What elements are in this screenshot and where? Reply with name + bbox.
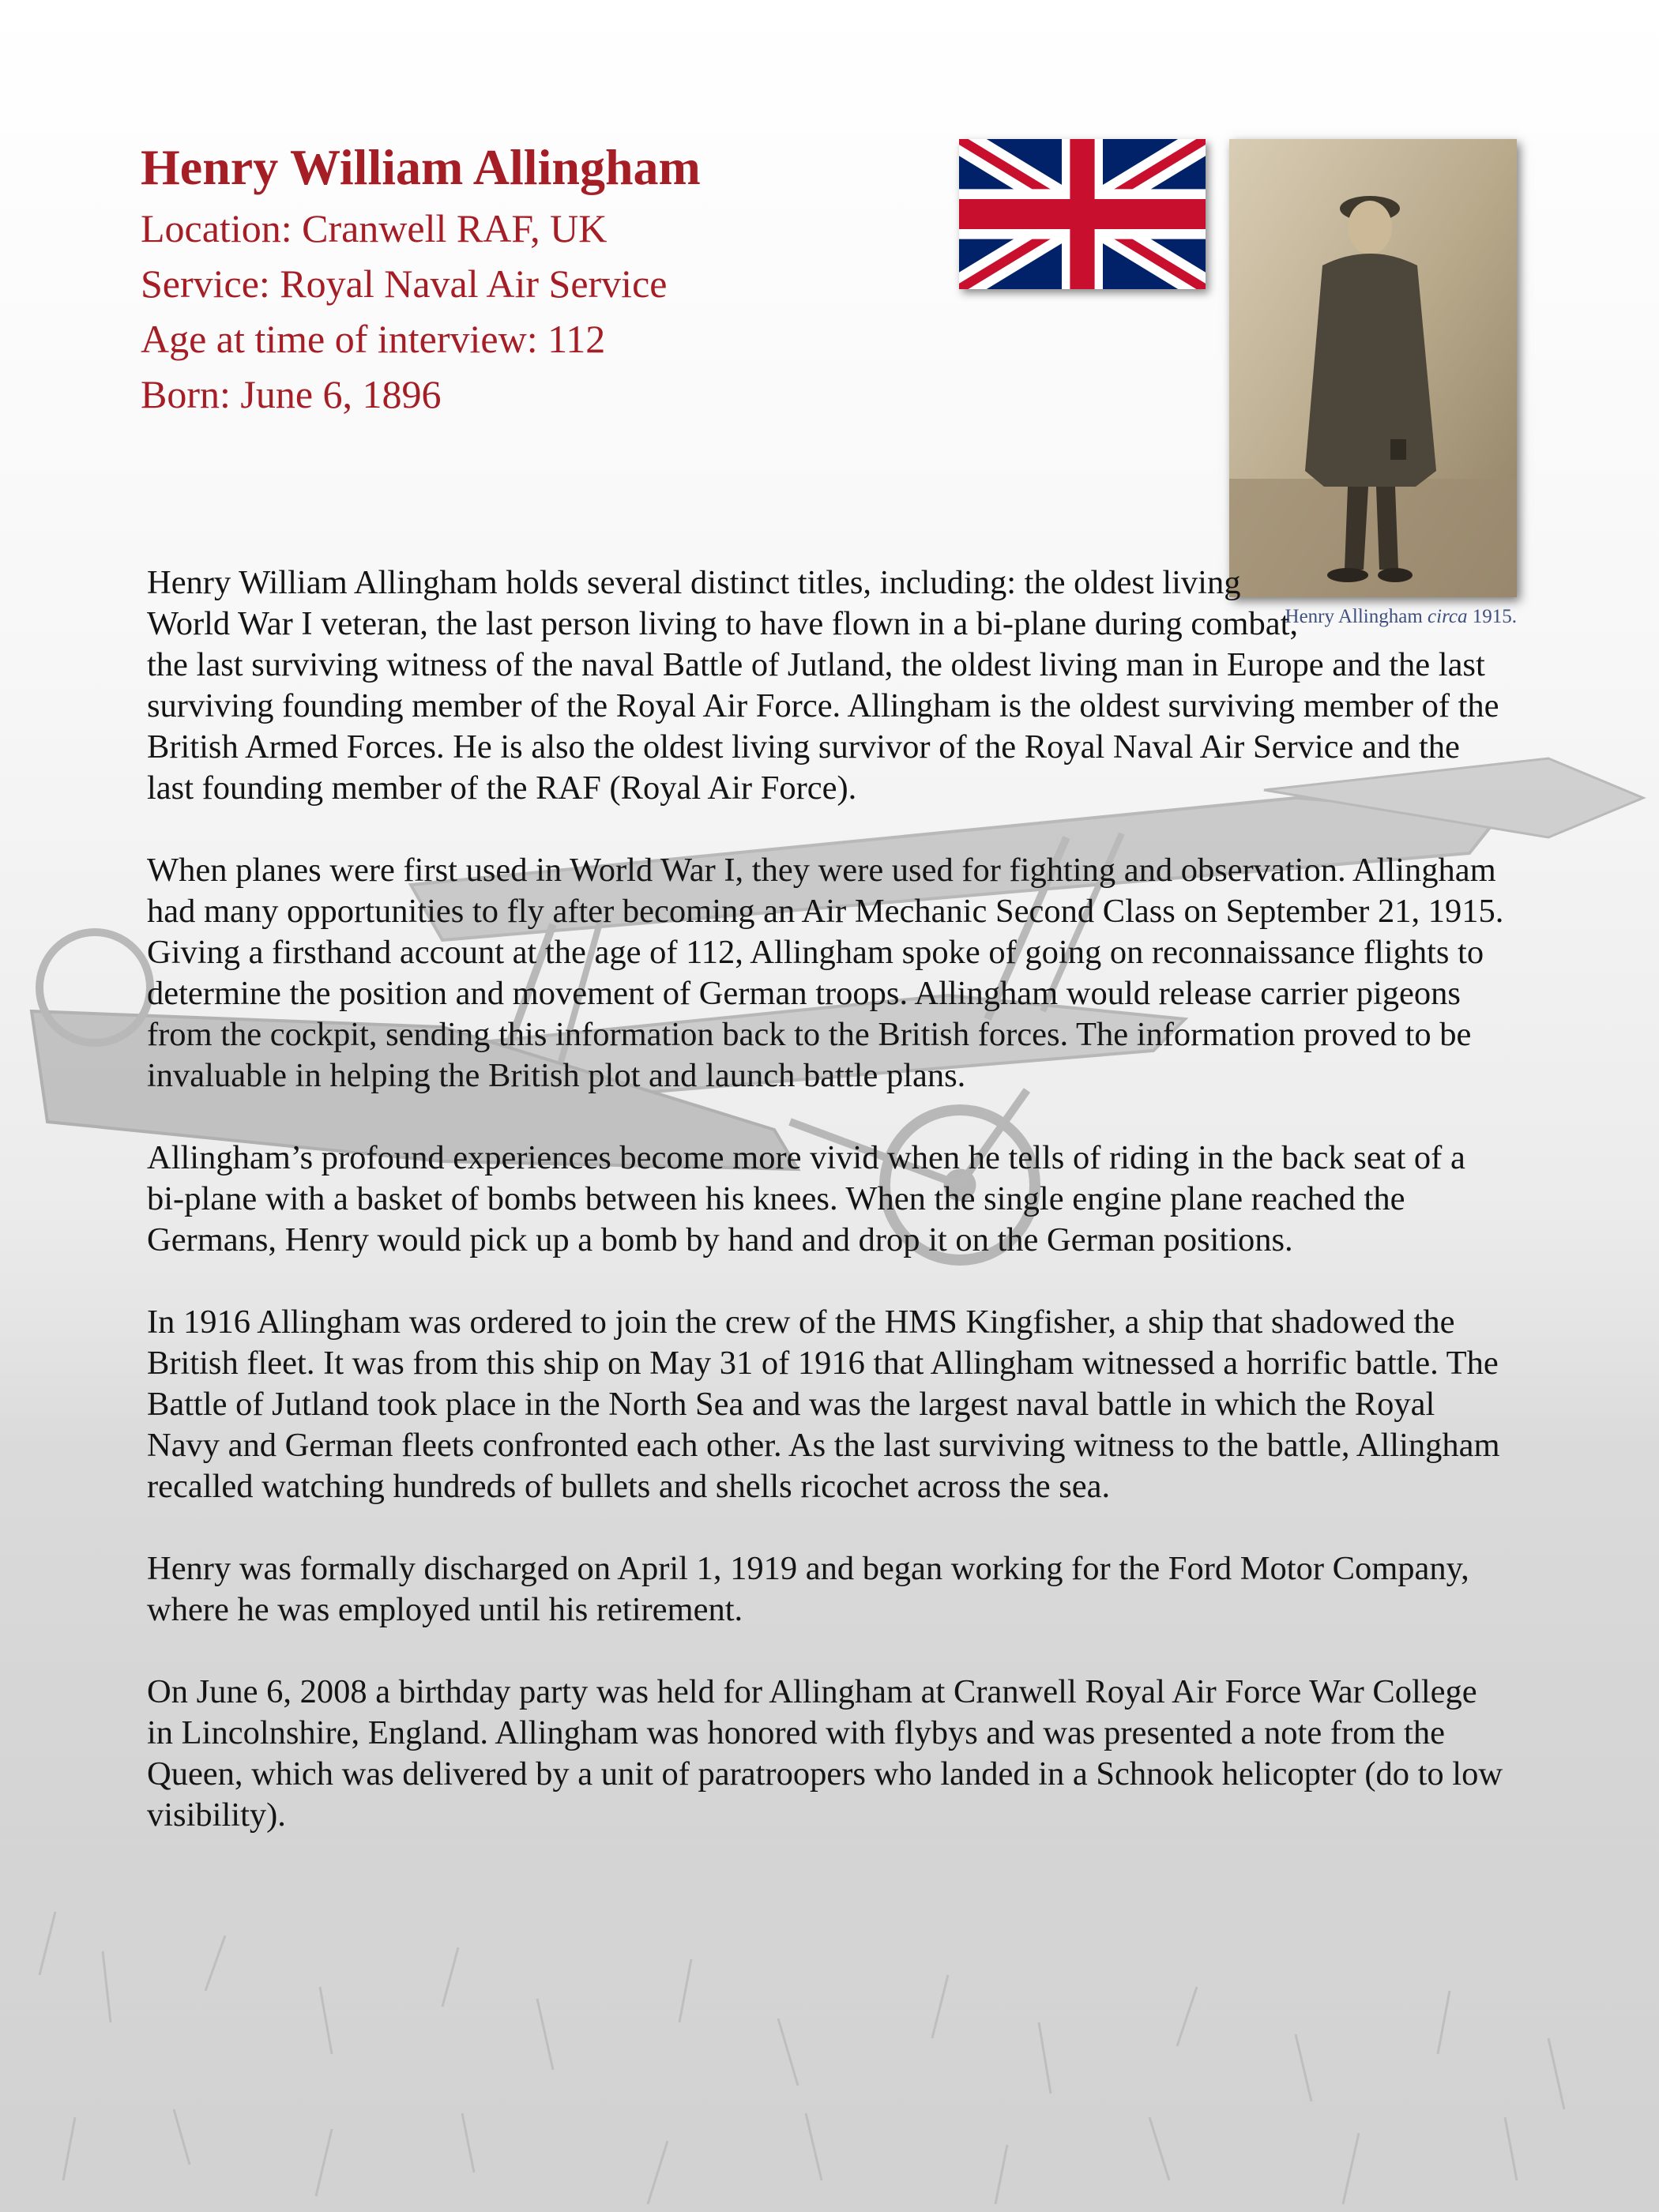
- caption-text-start: Henry Allingham: [1285, 606, 1428, 627]
- person-name: Henry William Allingham: [141, 139, 701, 195]
- born-line: Born: June 6, 1896: [141, 372, 442, 416]
- biography-text: [147, 562, 1506, 1877]
- portrait-photo: [1229, 139, 1517, 597]
- paragraph-birthday: On June 6, 2008 a birthday party was held for Allingham at Cranwell Royal Air Force War College in Lincolnshire, England. Allingham was honored with flybys and was presented a note from the Queen, which was delivered by a unit of paratroopers who landed in a Schnook helicopter (do to low visibility).: [147, 1673, 1503, 1834]
- photo-wrap-spacer: [1308, 562, 1506, 641]
- header-block: [141, 134, 931, 422]
- service-line: Service: Royal Naval Air Service: [141, 261, 668, 306]
- location-line: Location: Cranwell RAF, UK: [141, 206, 608, 250]
- paragraph-flights: When planes were first used in World War I, they were used for fighting and observation. Allingham had many opportunities to fly after becoming an Air Mechanic Second Class on September 21, 1915. Giving a firsthand account at the age of 112, Allingham spoke of going on reconnaissance flights to determine the position and movement of German troops. Allingham would release carrier pigeons from the cockpit, sending this information back to the British forces. The information proved to be invaluable in helping the British plot and launch battle plans.: [147, 852, 1504, 1094]
- union-jack-flag-icon: [959, 139, 1206, 289]
- caption-text-end: 1915.: [1467, 606, 1517, 627]
- age-line: Age at time of interview: 112: [141, 317, 606, 361]
- caption-italic: circa: [1428, 606, 1468, 627]
- paragraph-discharge: Henry was formally discharged on April 1, 1919 and began working for the Ford Motor Company, where he was employed until his retirement.: [147, 1550, 1469, 1628]
- paragraph-bombs: Allingham’s profound experiences become more vivid when he tells of riding in the back seat of a bi-plane with a basket of bombs between his knees. When the single engine plane reached the Germans, Henry would pick up a bomb by hand and drop it on the German positions.: [147, 1139, 1465, 1258]
- paragraph-titles: Henry William Allingham holds several distinct titles, including: the oldest living World War I veteran, the last person living to have flown in a bi-plane during combat, the last surviving witness of the naval Battle of Jutland, the oldest living man in Europe and the last surviving founding member of the Royal Air Force. Allingham is the oldest surviving member of the British Armed Forces. He is also the oldest living survivor of the Royal Naval Air Service and the last founding member of the RAF (Royal Air Force).: [147, 564, 1499, 807]
- paragraph-jutland: In 1916 Allingham was ordered to join the crew of the HMS Kingfisher, a ship that shadowed the British fleet. It was from this ship on May 31 of 1916 that Allingham witnessed a horrific battle. The Battle of Jutland took place in the North Sea and was the largest naval battle in which the Royal Navy and German fleets confronted each other. As the last surviving witness to the battle, Allingham recalled watching hundreds of bullets and shells ricochet across the sea.: [147, 1304, 1500, 1505]
